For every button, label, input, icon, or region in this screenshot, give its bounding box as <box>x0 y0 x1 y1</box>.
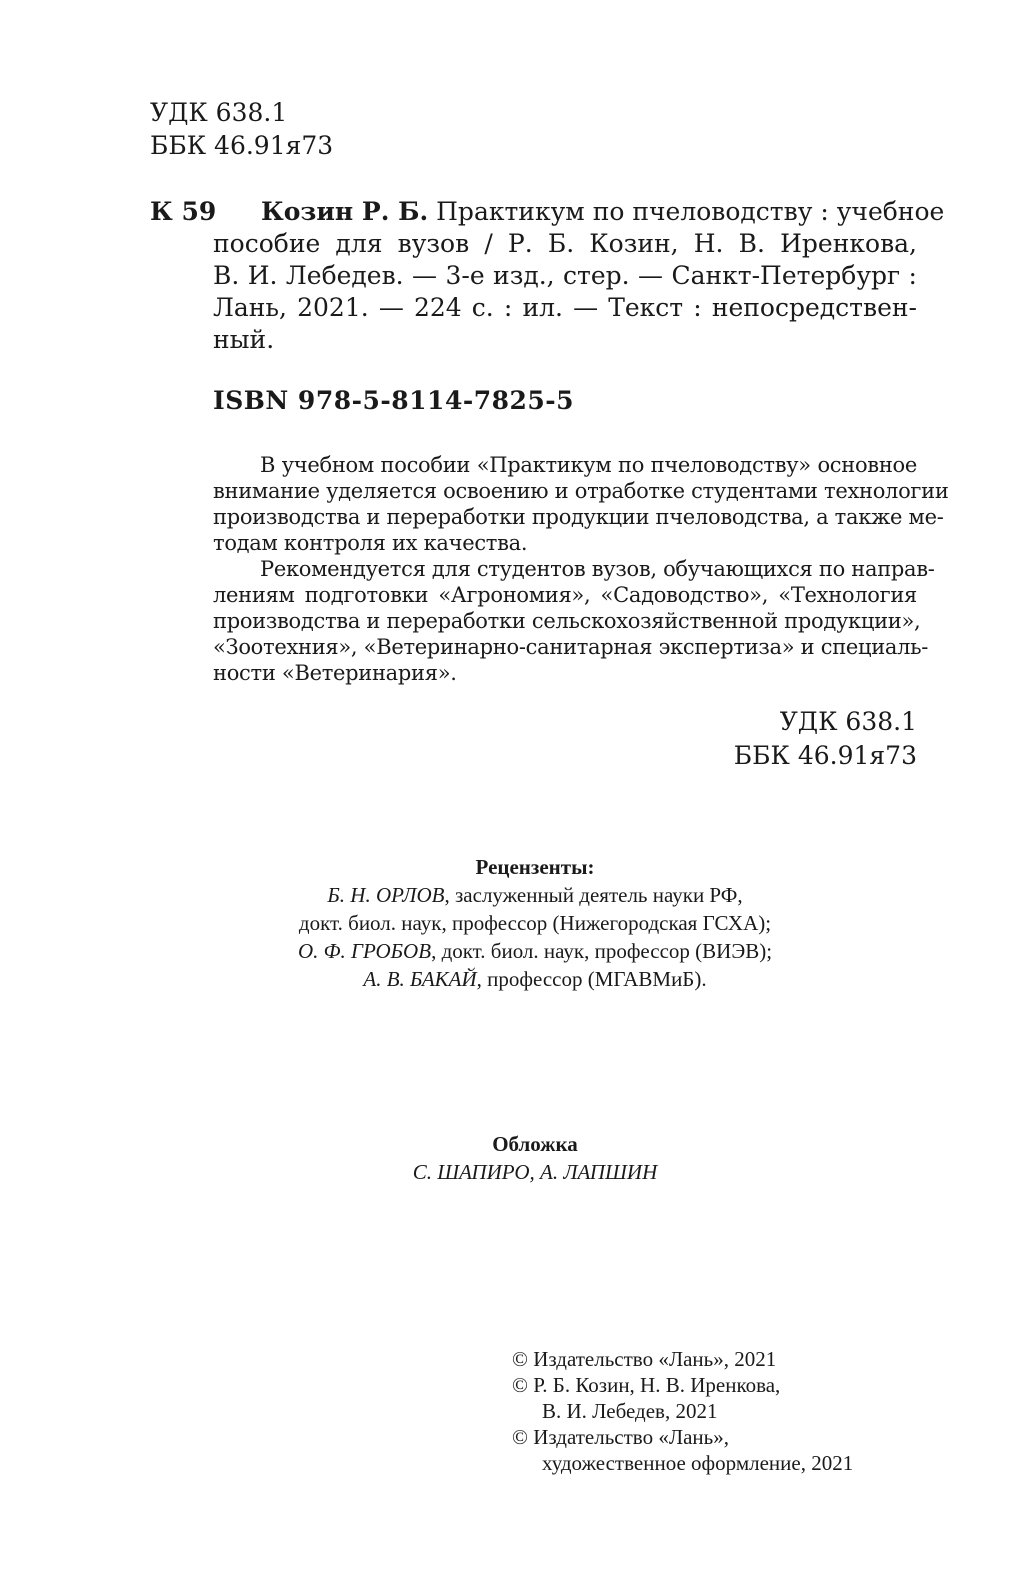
reviewer-1 <box>150 881 920 909</box>
copyright-line: художественное оформление, 2021 <box>542 1451 854 1475</box>
cover-title: Обложка <box>492 1132 578 1156</box>
author-sign: К 59 <box>150 197 217 226</box>
copyright-line: © Р. Б. Козин, Н. В. Иренкова, <box>512 1373 781 1397</box>
entry-line-1 <box>213 196 945 228</box>
cover-authors: С. ШАПИРО, А. ЛАПШИН <box>412 1160 658 1184</box>
abstract-line: Рекомендуется для студентов вузов, обучающихся по направ- <box>260 557 935 581</box>
copyright-line: © Издательство «Лань», <box>512 1425 729 1449</box>
reviewer-1-line2: докт. биол. наук, профессор (Нижегородская ГСХА); <box>298 911 772 935</box>
reviewer-2-desc: , докт. биол. наук, профессор (ВИЭВ); <box>431 939 773 963</box>
copyright-line: В. И. Лебедев, 2021 <box>542 1399 718 1423</box>
abstract-line: «Зоотехния», «Ветеринарно-санитарная экспертиза» и специаль- <box>213 635 929 659</box>
entry-line-3: В. И. Лебедев. — 3-е изд., стер. — Санкт-Петербург : <box>213 261 917 290</box>
entry-line-2: пособие для вузов / Р. Б. Козин, Н. В. Иренкова, <box>213 229 917 258</box>
bibliographic-entry <box>213 196 945 356</box>
reviewers-block <box>150 853 920 993</box>
reviewer-3-name: А. В. БАКАЙ <box>363 967 477 991</box>
cover-credits <box>150 1130 920 1186</box>
reviewer-2 <box>150 937 920 965</box>
bbk-code: ББК 46.91я73 <box>150 131 334 160</box>
bottom-classification <box>734 705 917 773</box>
abstract-line: внимание уделяется освоению и отработке студентами технологии <box>213 479 949 503</box>
abstract <box>213 452 949 686</box>
abstract-line: лениям подготовки «Агрономия», «Садоводство», «Технология <box>213 583 917 607</box>
abstract-line: ности «Ветеринария». <box>213 661 457 685</box>
copyright-line: © Издательство «Лань», 2021 <box>512 1347 777 1371</box>
reviewer-1-desc: , заслуженный деятель науки РФ, <box>444 883 743 907</box>
reviewer-3 <box>150 965 920 993</box>
top-classification <box>150 96 333 162</box>
copyright-block <box>512 1346 853 1476</box>
isbn: ISBN 978-5-8114-7825-5 <box>213 386 575 415</box>
entry-line-5: ный. <box>213 325 275 354</box>
entry-title: Практикум по пчеловодству : учебное <box>428 197 945 226</box>
abstract-line: В учебном пособии «Практикум по пчеловодству» основное <box>260 453 917 477</box>
abstract-line: производства и переработки сельскохозяйственной продукции», <box>213 609 921 633</box>
bbk-code: ББК 46.91я73 <box>733 741 917 770</box>
reviewers-title: Рецензенты: <box>475 855 595 879</box>
reviewer-1-name: Б. Н. ОРЛОВ <box>327 883 445 907</box>
abstract-line: тодам контроля их качества. <box>213 531 528 555</box>
reviewer-3-desc: , профессор (МГАВМиБ). <box>476 967 707 991</box>
entry-line-4: Лань, 2021. — 224 с. : ил. — Текст : непосредствен- <box>213 293 917 322</box>
udk-code: УДК 638.1 <box>779 707 917 736</box>
reviewer-2-name: О. Ф. ГРОБОВ <box>297 939 432 963</box>
udk-code: УДК 638.1 <box>150 98 288 127</box>
abstract-line: производства и переработки продукции пчеловодства, а также ме- <box>213 505 944 529</box>
entry-author: Козин Р. Б. <box>261 197 429 226</box>
